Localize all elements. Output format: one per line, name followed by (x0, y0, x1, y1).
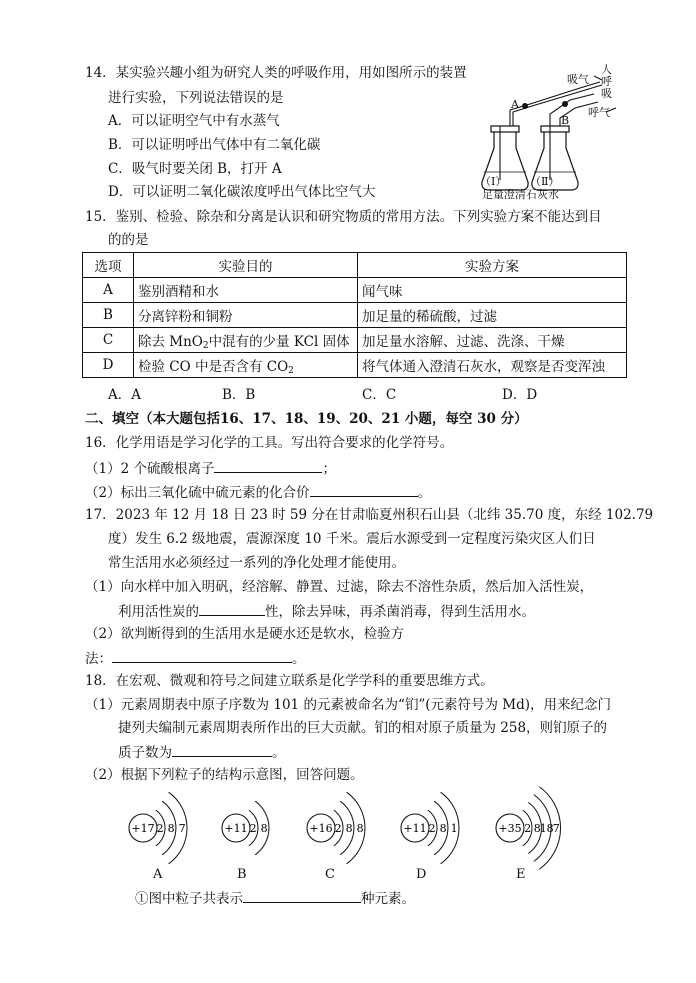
q15-answer-d: D．D (502, 387, 538, 403)
shell-electron-count: 8 (260, 822, 268, 835)
q14-option-d: D．可以证明二氧化碳浓度呼出气体比空气大 (108, 184, 376, 200)
table-cell-option: C (83, 328, 134, 353)
fig-valve-b-label: B (561, 114, 570, 127)
nucleus-charge: +35 (498, 822, 522, 835)
answer-blank[interactable] (172, 742, 272, 757)
table-cell-plan: 闻气味 (358, 278, 627, 303)
q17-part1-line2: 利用活性炭的 性，除去异味，再杀菌消毒，得到生活用水。 (118, 601, 535, 621)
q17-part2-line2: 法： 。 (85, 648, 306, 668)
nucleus-charge: +11 (403, 822, 427, 835)
shell-electron-count: 8 (439, 822, 447, 835)
q17-part2-line1: （2）欲判断得到的生活用水是硬水还是软水，检验方 (85, 626, 405, 642)
table-cell-goal: 除去 MnO$_2$中混有的少量 KCl 固体 (134, 328, 358, 353)
table-row (83, 278, 627, 303)
fig-inhale-label: 吸气 (567, 73, 589, 86)
shell-electron-count: 8 (533, 822, 541, 835)
q18-stem: 18．在宏观、微观和符号之间建立联系是化学学科的重要思维方式。 (85, 673, 494, 689)
fig-flask-2-label: （Ⅱ） (530, 175, 560, 188)
answer-blank[interactable] (112, 648, 292, 663)
q18-part2: （2）根据下列粒子的结构示意图，回答问题。 (85, 767, 364, 783)
q15-answer-c: C．C (362, 387, 397, 403)
q18-part1-line3: 质子数为 。 (118, 742, 286, 762)
shell-electron-count: 2 (428, 822, 436, 835)
table-cell-option: B (83, 303, 134, 328)
q15-table (82, 252, 627, 378)
q14-option-b: B．可以证明呼出气体中有二氧化碳 (108, 137, 321, 153)
table-cell-goal: 鉴别酒精和水 (134, 278, 358, 303)
section-heading: 二、填空（本大题包括16、17、18、19、20、21 小题，每空 30 分） (85, 411, 528, 427)
fig-exhale-label: 呼气 (588, 106, 610, 119)
table-header-goal: 实验目的 (134, 253, 358, 278)
atom-label-b: B (237, 867, 247, 882)
table-cell-plan: 将气体通入澄清石灰水，观察是否变浑浊 (358, 353, 627, 378)
q15-answer-b: B．B (222, 387, 256, 403)
atom-diagram-d (401, 792, 459, 864)
shell-electron-count: 1 (450, 822, 458, 835)
table-header-row (83, 253, 627, 278)
shell-electron-count: 8 (356, 822, 364, 835)
answer-blank[interactable] (214, 458, 322, 473)
atom-label-d: D (416, 867, 427, 882)
shell-electron-count: 2 (249, 822, 257, 835)
fig-flask-1-label: （Ⅰ） (480, 175, 507, 188)
shell-electron-count: 8 (345, 822, 353, 835)
shell-electron-count: 2 (524, 822, 532, 835)
table-cell-plan: 加足量水溶解、过滤、洗涤、干燥 (358, 328, 627, 353)
shell-electron-count: 2 (334, 822, 342, 835)
table-cell-goal: 分离锌粉和铜粉 (134, 303, 358, 328)
atom-label-a: A (153, 867, 163, 882)
atom-diagram-c (307, 792, 365, 864)
answer-blank[interactable] (199, 601, 265, 616)
table-cell-plan: 加足量的稀硫酸，过滤 (358, 303, 627, 328)
q15-answer-a: A．A (108, 387, 141, 403)
fig-caption: 足量澄清石灰水 (482, 188, 559, 201)
q17-line3: 常生活用水必须经过一系列的净化处理才能使用。 (108, 555, 405, 571)
q14-option-a: A．可以证明空气中有水蒸气 (108, 113, 280, 129)
q16-part2: （2）标出三氧化硫中硫元素的化合价 。 (85, 482, 431, 502)
shell-electron-count: 7 (552, 822, 560, 835)
q18-part1-line2: 捷列夫编制元素周期表所作出的巨大贡献。钔的相对原子质量为 258，则钔原子的 (118, 720, 608, 736)
q14-option-c: C．吸气时要关闭 B，打开 A (108, 161, 282, 177)
table-row (83, 303, 627, 328)
atom-diagram-b (222, 801, 269, 855)
q17-line2: 度）发生 6.2 级地震，震源深度 10 千米。震后水源受到一定程度污染灾区人们日 (108, 531, 596, 547)
shell-electron-count: 2 (156, 822, 164, 835)
shell-electron-count: 7 (178, 822, 186, 835)
table-cell-goal: 检验 CO 中是否含有 $CO_2$ (134, 353, 358, 378)
answer-blank[interactable] (310, 482, 418, 497)
table-row (83, 328, 627, 353)
table-header-plan: 实验方案 (358, 253, 627, 278)
atom-structure-diagrams (0, 780, 696, 890)
table-header-option: 选项 (83, 253, 134, 278)
q17-line1: 17．2023 年 12 月 18 日 23 时 59 分在甘肃临夏州积石山县（北纬 35.70 度，东经 102.79 (85, 507, 654, 523)
nucleus-charge: +17 (131, 822, 155, 835)
atom-diagram-a (129, 792, 187, 864)
q14-stem-line1: 14．某实验兴趣小组为研究人类的呼吸作用，用如图所示的装置 (85, 65, 467, 81)
answer-blank[interactable] (243, 888, 361, 903)
shell-electron-count: 8 (167, 822, 175, 835)
fig-person-label-3: 吸 (601, 87, 612, 100)
q14-stem-line2: 进行实验，下列说法错误的是 (108, 90, 284, 106)
fig-person-label-2: 呼 (601, 75, 612, 88)
table-cell-option: D (83, 353, 134, 378)
fig-valve-a-label: A (511, 98, 519, 111)
q17-part1-line1: （1）向水样中加入明矾，经溶解、静置、过滤，除去不溶性杂质，然后加入活性炭， (85, 579, 594, 595)
table-row (83, 353, 627, 378)
fig-person-label-1: 人 (601, 63, 612, 76)
nucleus-charge: +11 (224, 822, 248, 835)
atom-label-c: C (325, 867, 335, 882)
q18-part1-line1: （1）元素周期表中原子序数为 101 的元素被命名为“钔”(元素符号为 Md)，用来纪念门 (85, 697, 612, 713)
nucleus-charge: +16 (309, 822, 333, 835)
q15-stem-line1: 15．鉴别、检验、除杂和分离是认识和研究物质的常用方法。下列实验方案不能达到目 (85, 209, 602, 225)
q18-sub1: ①图中粒子共表示 种元素。 (135, 888, 415, 908)
q16-stem: 16．化学用语是学习化学的工具。写出符合要求的化学符号。 (85, 435, 454, 451)
q16-part1: （1）2 个硫酸根离子 ； (85, 458, 336, 478)
shell-electron-count: 18 (539, 822, 554, 835)
atom-label-e: E (516, 867, 526, 882)
table-cell-option: A (83, 278, 134, 303)
q15-stem-line2: 的的是 (108, 232, 149, 248)
atom-diagram-e (496, 787, 561, 869)
